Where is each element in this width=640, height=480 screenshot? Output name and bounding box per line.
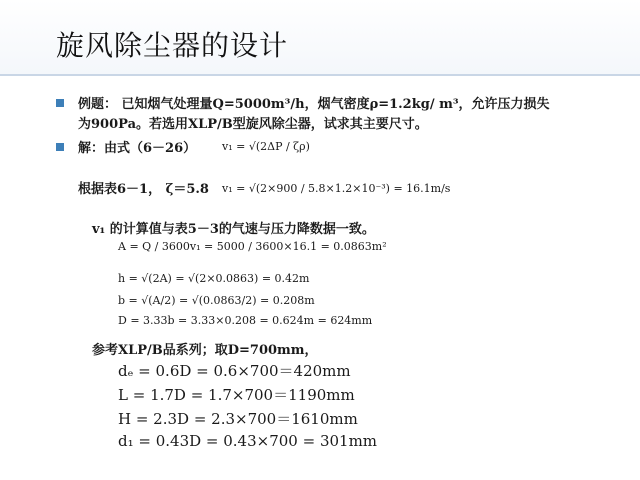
- dim-H: H = 2.3D = 2.3×700＝1610mm: [118, 410, 358, 428]
- calc-b: b = √(A/2) = √(0.0863/2) = 0.208m: [118, 294, 315, 307]
- table-ref: 根据表6－1， ζ＝5.8: [78, 182, 209, 197]
- formula-v1: v₁ = √(2ΔP / ζρ): [222, 140, 310, 153]
- example-line-2: 为900Pa。若选用XLP/B型旋风除尘器，试求其主要尺寸。: [78, 117, 428, 132]
- slide-title: 旋风除尘器的设计: [56, 29, 289, 62]
- calc-h: h = √(2A) = √(2×0.0863) = 0.42m: [118, 272, 310, 285]
- consistency-note: v₁ 的计算值与表5－3的气速与压力降数据一致。: [92, 222, 375, 237]
- dim-de: dₑ = 0.6D = 0.6×700＝420mm: [118, 362, 351, 380]
- calc-D: D = 3.33b = 3.33×0.208 = 0.624m = 624mm: [118, 314, 373, 327]
- solution-label: 解：由式（6－26）: [78, 141, 197, 156]
- bullet-square: [56, 99, 64, 107]
- calc-A: A = Q / 3600v₁ = 5000 / 3600×16.1 = 0.0863m²: [118, 240, 387, 253]
- dim-d1: d₁ = 0.43D = 0.43×700 = 301mm: [118, 432, 378, 450]
- series-ref: 参考XLP/B品系列；取D=700mm，: [92, 343, 318, 358]
- bullet-square: [56, 143, 64, 151]
- dim-L: L = 1.7D = 1.7×700＝1190mm: [118, 386, 355, 404]
- formula-v1-calc: v₁ = √(2×900 / 5.8×1.2×10⁻³) = 16.1m/s: [222, 182, 451, 195]
- example-line-1: 例题： 已知烟气处理量Q=5000m³/h，烟气密度ρ=1.2kg/ m³，允许压力损失: [78, 97, 550, 112]
